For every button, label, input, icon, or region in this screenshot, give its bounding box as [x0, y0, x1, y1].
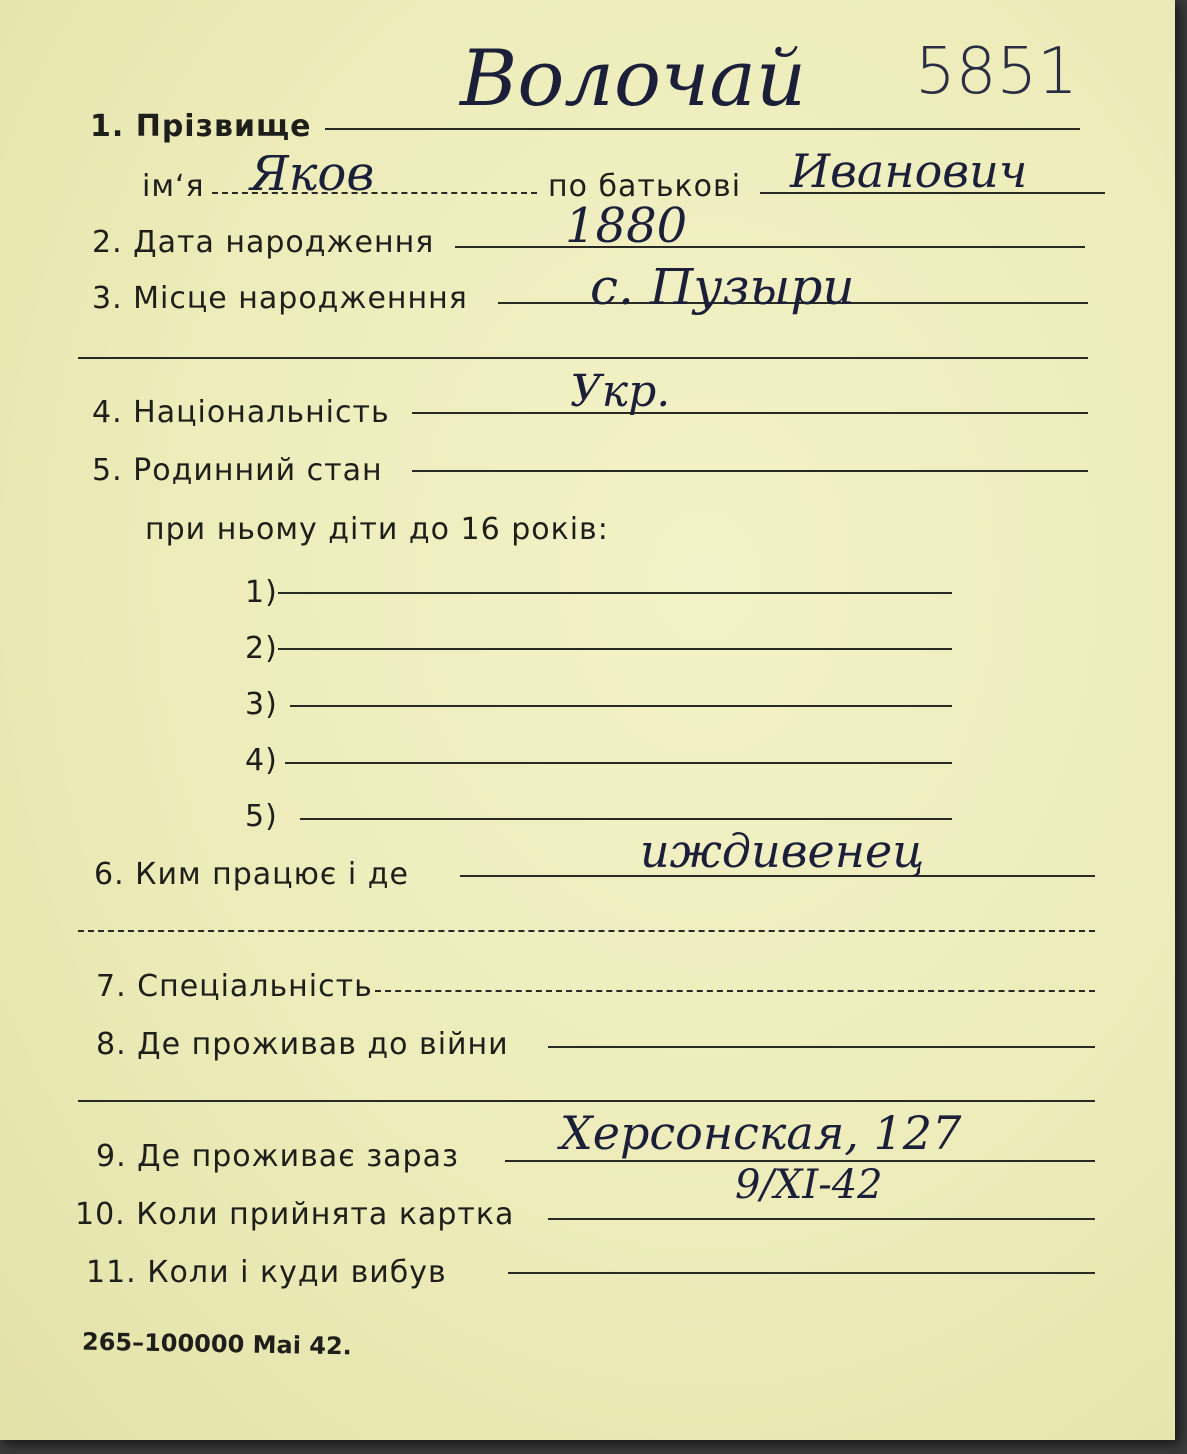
field-occupation-label: 6. Ким працює і де	[94, 857, 409, 892]
field-marital-line	[412, 470, 1088, 472]
field-birthplace-line-2	[78, 357, 1088, 359]
card-number-value: 5851	[915, 35, 1078, 109]
child-item-5: 5)	[245, 799, 278, 834]
surname-value: Волочай	[460, 34, 807, 124]
field-prewar-residence-line-2	[78, 1100, 1095, 1102]
field-nationality-line	[412, 412, 1088, 414]
field-card-date-label: 10. Коли прийнята картка	[75, 1197, 515, 1232]
child-item-4: 4)	[245, 743, 278, 778]
field-departure-label: 11. Коли і куди вибув	[86, 1255, 447, 1290]
field-speciality-label: 7. Спеціальність	[96, 969, 373, 1004]
birthplace-value: с. Пузыри	[590, 258, 855, 316]
address-value: Херсонская, 127	[560, 1106, 962, 1160]
field-prewar-residence-line	[548, 1046, 1095, 1048]
field-surname-line	[325, 128, 1080, 130]
field-card-date-line	[548, 1218, 1095, 1220]
print-code: 265–100000 Mai 42.	[81, 1327, 353, 1361]
birth-year-value: 1880	[565, 198, 688, 254]
child-line-1	[278, 592, 952, 594]
field-speciality-line	[375, 990, 1095, 992]
field-birthdate-line	[455, 246, 1085, 248]
field-prewar-residence-label: 8. Де проживав до війни	[96, 1027, 509, 1062]
child-item-2: 2)	[245, 631, 278, 666]
field-birthdate-label: 2. Дата народження	[92, 225, 435, 260]
patronymic-value: Иванович	[790, 144, 1028, 198]
field-birthplace-label: 3. Місце народженння	[92, 281, 468, 316]
name-value: Яков	[250, 146, 375, 202]
field-surname-label: 1. Прізвище	[90, 109, 312, 144]
field-marital-label: 5. Родинний стан	[92, 453, 383, 488]
child-line-5	[300, 818, 952, 820]
field-name-label: ім‘я	[142, 169, 205, 204]
child-line-2	[278, 648, 952, 650]
nationality-value: Укр.	[570, 366, 671, 417]
field-children-label: при ньому діти до 16 років:	[145, 512, 609, 547]
field-occupation-line-2	[78, 930, 1095, 932]
child-item-1: 1)	[245, 575, 278, 610]
card-date-value: 9/XI-42	[735, 1162, 883, 1208]
child-item-3: 3)	[245, 687, 278, 722]
occupation-value: иждивенец	[640, 824, 925, 878]
field-current-residence-label: 9. Де проживає зараз	[96, 1139, 459, 1174]
child-line-4	[285, 762, 952, 764]
field-patronymic-label: по батькові	[548, 169, 742, 204]
child-line-3	[290, 705, 952, 707]
field-nationality-label: 4. Національність	[92, 395, 390, 430]
field-departure-line	[508, 1272, 1095, 1274]
